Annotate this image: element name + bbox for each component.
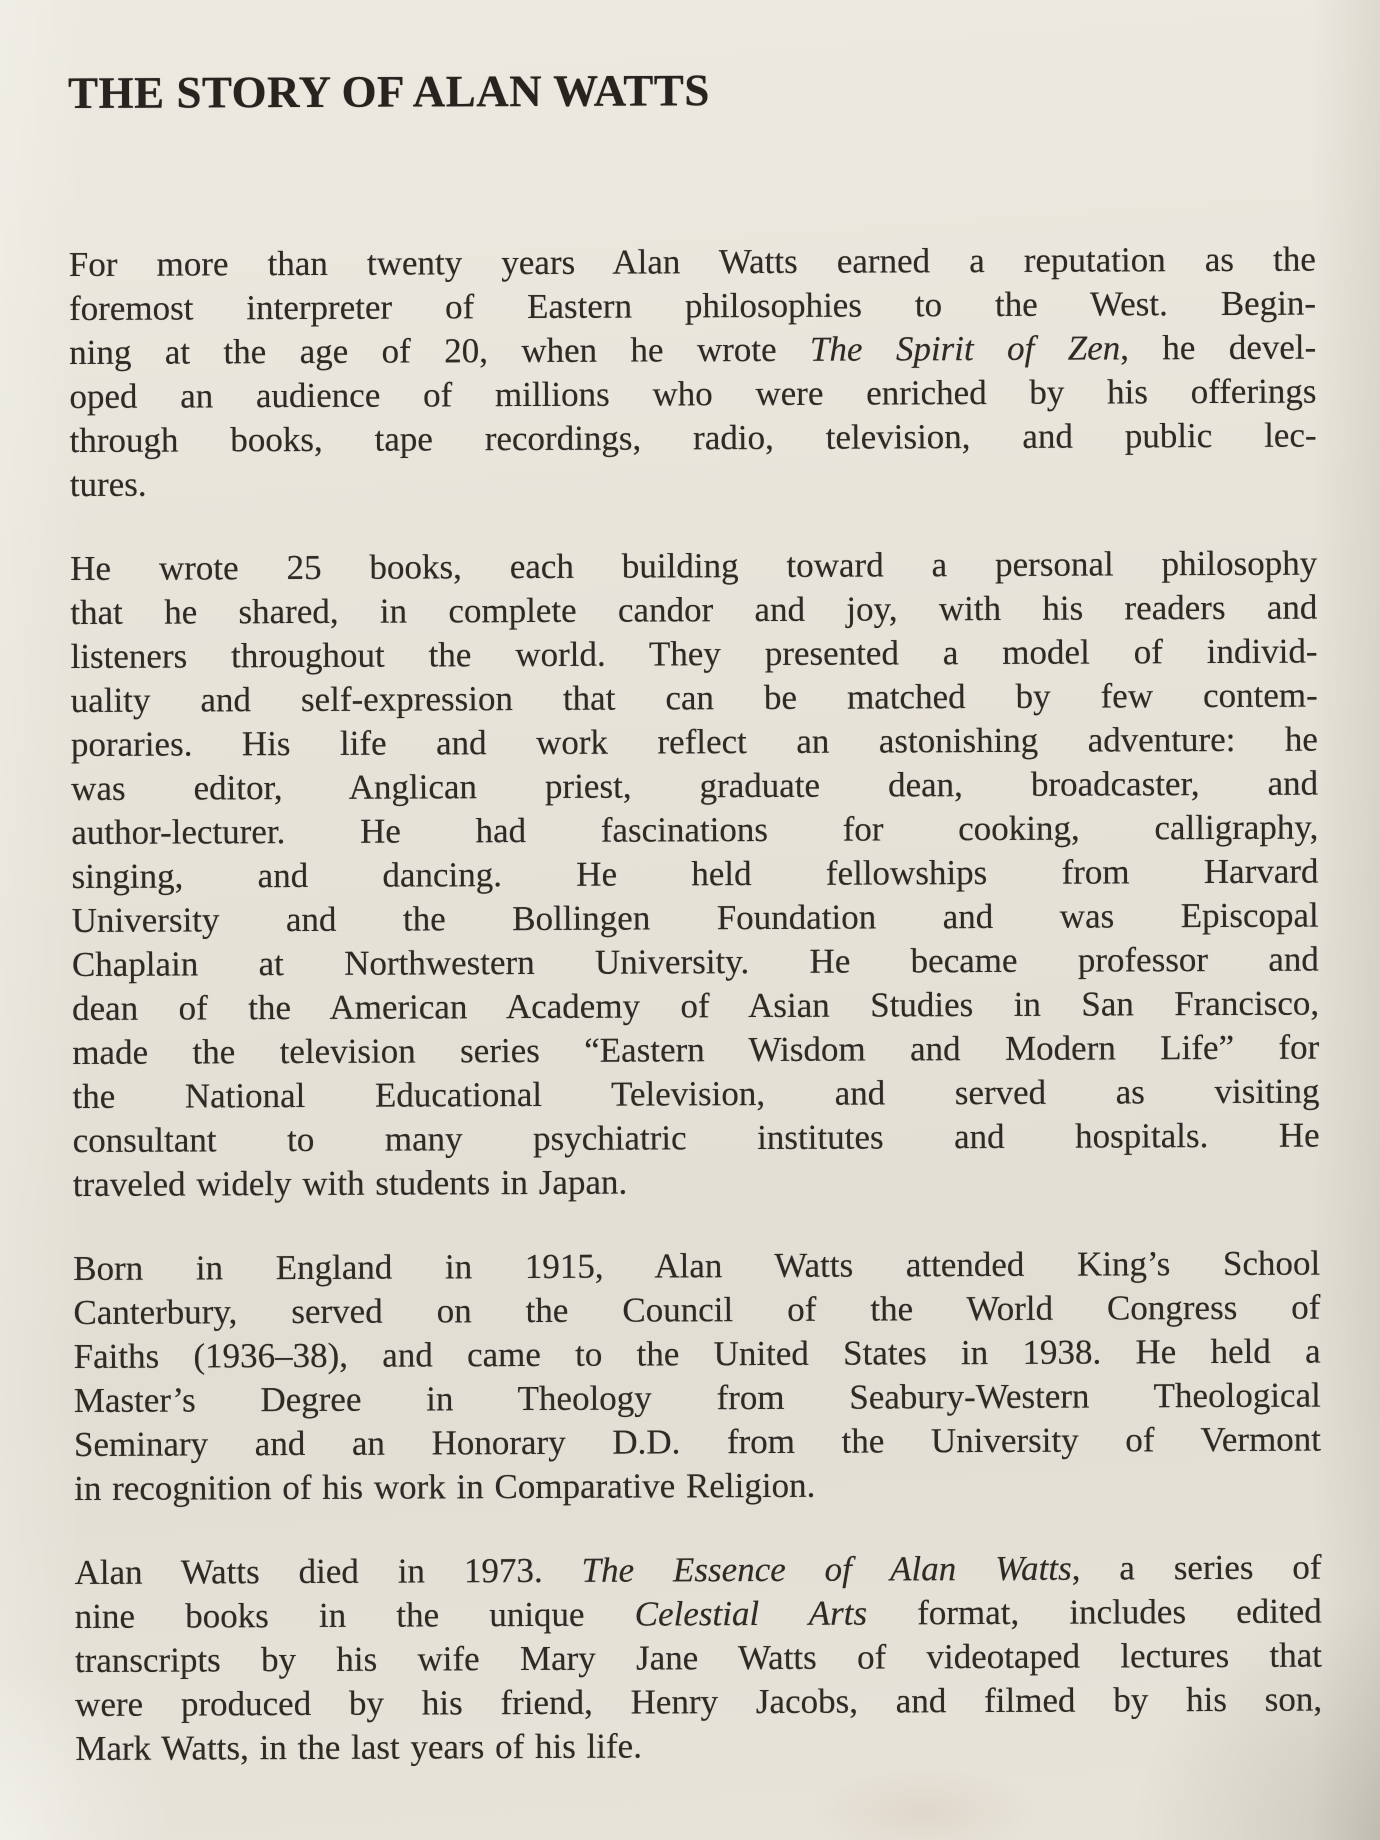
italic-text-segment: The Spirit of Zen bbox=[809, 328, 1121, 370]
text-segment: Canterbury, served on the Council of the World Congress of bbox=[73, 1287, 1321, 1333]
text-line bbox=[74, 1462, 1321, 1511]
text-line bbox=[72, 982, 1319, 1031]
text-segment: , he devel- bbox=[1120, 327, 1317, 368]
text-line bbox=[71, 674, 1318, 723]
text-segment: uality and self-expression that can be matched by few contem- bbox=[70, 675, 1318, 721]
text-segment: Master’s Degree in Theology from Seabury-Western Theological bbox=[73, 1375, 1321, 1421]
text-segment: Chaplain at Northwestern University. He became professor and bbox=[71, 939, 1319, 985]
text-line bbox=[75, 1634, 1322, 1683]
text-segment: Mark Watts, in the last years of his life. bbox=[75, 1726, 642, 1769]
text-line bbox=[71, 762, 1318, 811]
text-segment: that he shared, in complete candor and joy, with his readers and bbox=[70, 587, 1318, 633]
text-segment: Seminary and an Honorary D.D. from the University of Vermont bbox=[73, 1419, 1322, 1465]
text-line bbox=[69, 282, 1316, 331]
text-line bbox=[70, 458, 1317, 507]
text-line bbox=[73, 1286, 1320, 1335]
text-segment: ning at the age of 20, when he wrote bbox=[69, 330, 811, 373]
text-line bbox=[71, 850, 1318, 899]
text-segment: University and the Bollingen Foundation and was Episcopal bbox=[71, 895, 1319, 941]
italic-text-segment: Celestial Arts bbox=[634, 1593, 868, 1634]
text-line bbox=[69, 238, 1316, 287]
text-segment: author-lecturer. He had fascinations for cooking, calligraphy, bbox=[71, 807, 1319, 853]
text-segment: made the television series “Eastern Wisdom and Modern Life” for bbox=[72, 1027, 1320, 1073]
text-line bbox=[74, 1546, 1321, 1595]
text-segment: transcripts by his wife Mary Jane Watts of videotaped lectures that bbox=[74, 1635, 1323, 1681]
paragraph bbox=[69, 238, 1317, 507]
text-segment: oped an audience of millions who were enriched by his offerings bbox=[69, 371, 1317, 417]
text-segment: through books, tape recordings, radio, television, and public lec- bbox=[69, 415, 1317, 461]
text-line bbox=[69, 370, 1316, 419]
text-segment: format, includes edited bbox=[866, 1591, 1322, 1633]
paragraph bbox=[70, 542, 1320, 1207]
text-segment: Born in England in 1915, Alan Watts attended King’s School bbox=[73, 1243, 1321, 1289]
page-content bbox=[68, 65, 1322, 1772]
text-segment: was editor, Anglican priest, graduate dean, broadcaster, and bbox=[71, 763, 1319, 809]
text-line bbox=[72, 1026, 1319, 1075]
text-line bbox=[70, 414, 1317, 463]
text-line bbox=[70, 586, 1317, 635]
text-line bbox=[71, 806, 1318, 855]
text-line bbox=[71, 718, 1318, 767]
text-line bbox=[73, 1114, 1320, 1163]
text-line bbox=[70, 542, 1317, 591]
text-line bbox=[73, 1158, 1320, 1207]
text-line bbox=[74, 1330, 1321, 1379]
text-segment: nine books in the unique bbox=[74, 1594, 635, 1637]
text-segment: were produced by his friend, Henry Jacobs, and filmed by his son, bbox=[75, 1679, 1323, 1725]
text-line bbox=[69, 326, 1316, 375]
text-segment: dean of the American Academy of Asian Studies in San Francisco, bbox=[72, 983, 1320, 1029]
text-segment: He wrote 25 books, each building toward a personal philosophy bbox=[70, 543, 1318, 589]
text-segment: tures. bbox=[69, 464, 147, 505]
article-body bbox=[69, 238, 1323, 1771]
text-segment: listeners throughout the world. They presented a model of individ- bbox=[70, 631, 1318, 677]
text-segment: Faiths (1936–38), and came to the United States in 1938. He held a bbox=[73, 1331, 1321, 1377]
text-segment: traveled widely with students in Japan. bbox=[72, 1162, 628, 1205]
text-line bbox=[72, 938, 1319, 987]
text-line bbox=[74, 1418, 1321, 1467]
page-title: THE STORY OF ALAN WATTS bbox=[67, 65, 710, 118]
text-line bbox=[75, 1590, 1322, 1639]
text-segment: Alan Watts died in 1973. bbox=[74, 1551, 582, 1593]
text-segment: , a series of bbox=[1071, 1547, 1322, 1588]
text-segment: the National Educational Television, and served as visiting bbox=[72, 1071, 1320, 1117]
text-line bbox=[75, 1678, 1322, 1727]
text-line bbox=[73, 1242, 1320, 1291]
text-segment: singing, and dancing. He held fellowships from Harvard bbox=[71, 851, 1319, 897]
text-line bbox=[72, 894, 1319, 943]
text-segment: in recognition of his work in Comparative Religion. bbox=[74, 1466, 816, 1509]
text-segment: foremost interpreter of Eastern philosophies to the West. Begin- bbox=[68, 283, 1317, 329]
text-segment: consultant to many psychiatric institutes and hospitals. He bbox=[72, 1115, 1320, 1161]
text-line bbox=[74, 1374, 1321, 1423]
text-segment: poraries. His life and work reflect an astonishing adventure: he bbox=[70, 719, 1319, 765]
text-line bbox=[72, 1070, 1319, 1119]
paragraph bbox=[74, 1546, 1322, 1771]
paragraph bbox=[73, 1242, 1321, 1511]
text-line bbox=[70, 630, 1317, 679]
italic-text-segment: The Essence of Alan Watts bbox=[581, 1548, 1072, 1591]
text-line bbox=[75, 1722, 1322, 1771]
text-segment: For more than twenty years Alan Watts earned a reputation as the bbox=[68, 239, 1316, 285]
